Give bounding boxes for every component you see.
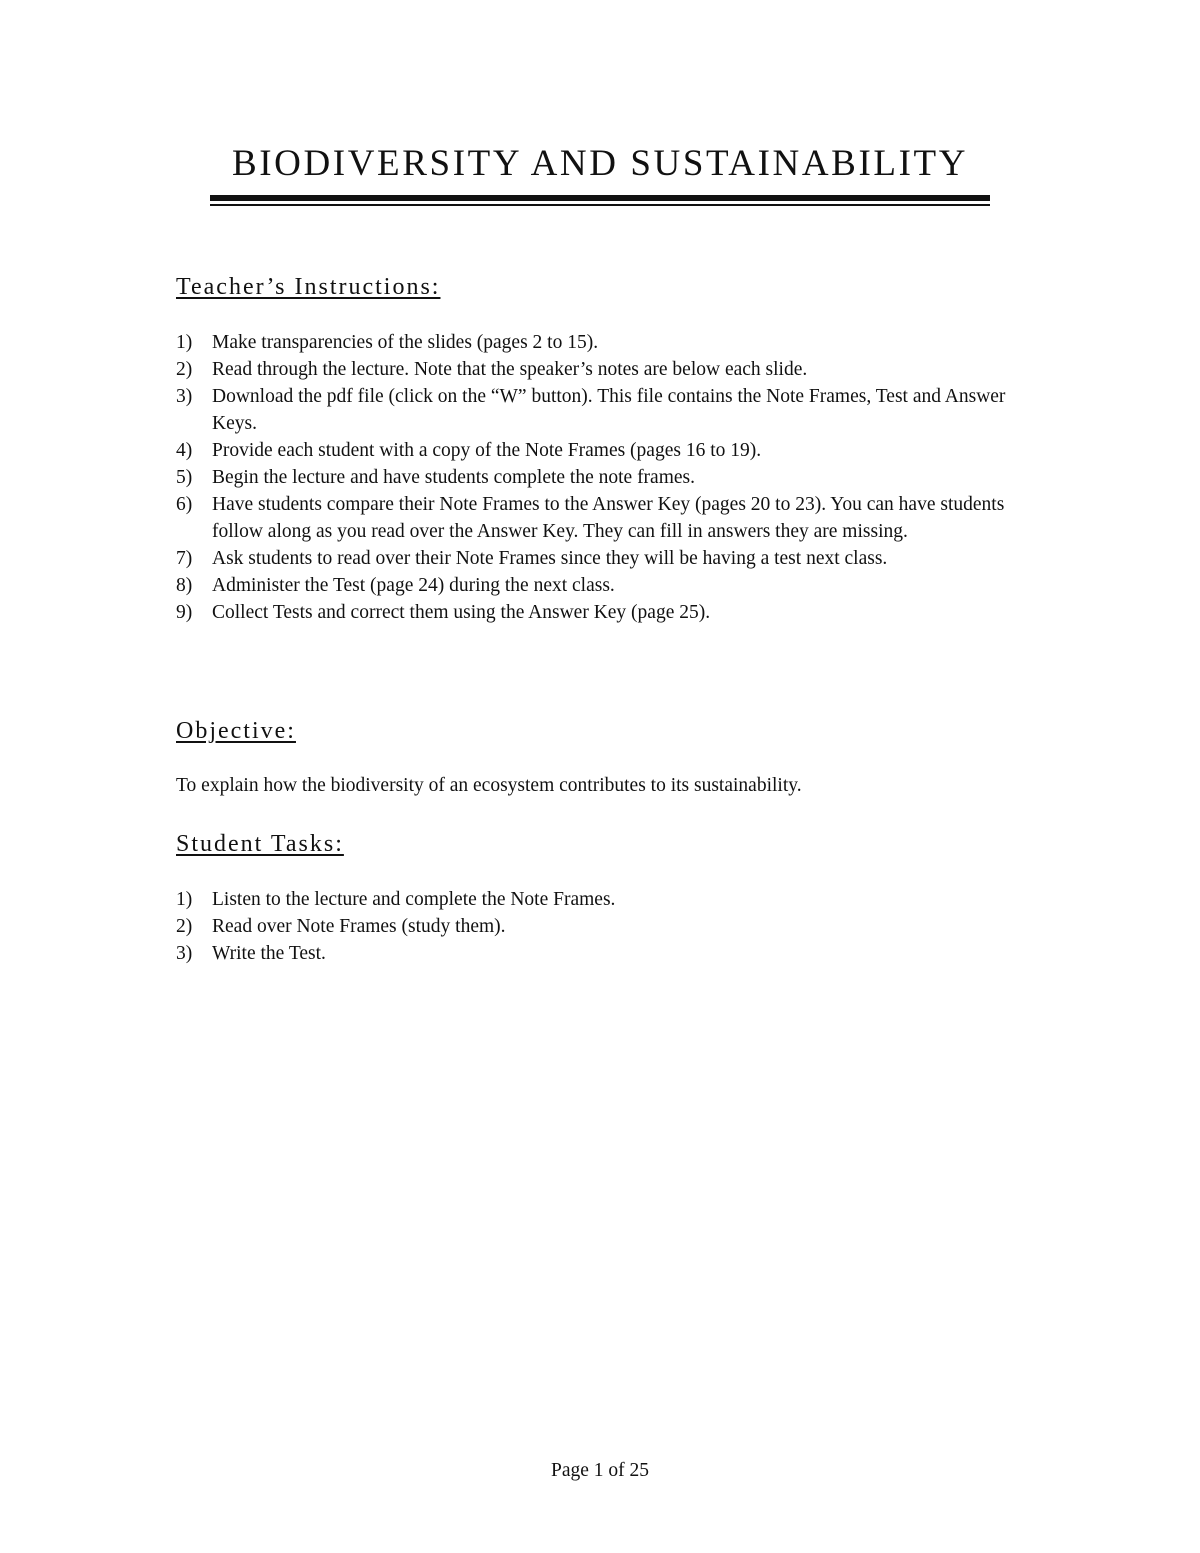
document-title: BIODIVERSITY AND SUSTAINABILITY (231, 143, 969, 184)
list-item-text: Write the Test. (212, 943, 326, 964)
teachers-instructions-list (176, 329, 1022, 626)
list-item-number: 2) (176, 359, 193, 380)
list-item (176, 545, 1022, 572)
list-item (176, 572, 1022, 599)
list-item-number: 3) (176, 386, 193, 407)
list-item (176, 940, 1022, 967)
list-item (176, 599, 1022, 626)
list-item (176, 886, 1022, 913)
teachers-instructions-heading: Teacher’s Instructions: (176, 274, 441, 300)
list-item-number: 7) (176, 548, 193, 569)
list-item (176, 464, 1022, 491)
title-rule-thick (210, 195, 990, 201)
list-item-text: Ask students to read over their Note Frames since they will be having a test next class. (212, 548, 888, 569)
list-item-number: 4) (176, 440, 193, 461)
list-item (176, 913, 1022, 940)
list-item-number: 1) (176, 332, 193, 353)
list-item-text: Read through the lecture. Note that the speaker’s notes are below each slide. (212, 359, 808, 380)
list-item-text: Make transparencies of the slides (pages 2 to 15). (212, 332, 599, 353)
list-item-text: Begin the lecture and have students complete the note frames. (212, 467, 695, 488)
student-tasks-heading: Student Tasks: (176, 831, 344, 857)
list-item-number: 5) (176, 467, 193, 488)
list-item (176, 383, 1022, 437)
list-item-text: Download the pdf file (click on the “W” button). This file contains the Note Frames, Test and Answer Keys. (212, 386, 1006, 434)
list-item-number: 6) (176, 494, 193, 515)
title-double-rule (210, 195, 990, 207)
objective-heading: Objective: (176, 718, 296, 744)
list-item-number: 9) (176, 602, 193, 623)
list-item (176, 356, 1022, 383)
list-item-number: 1) (176, 889, 193, 910)
list-item-text: Administer the Test (page 24) during the next class. (212, 575, 615, 596)
list-item-number: 3) (176, 943, 193, 964)
list-item (176, 329, 1022, 356)
list-item-text: Provide each student with a copy of the Note Frames (pages 16 to 19). (212, 440, 762, 461)
list-item-text: Read over Note Frames (study them). (212, 916, 506, 937)
list-item (176, 491, 1022, 545)
list-item-number: 8) (176, 575, 193, 596)
list-item-number: 2) (176, 916, 193, 937)
title-rule-thin (210, 204, 990, 206)
list-item-text: Have students compare their Note Frames to the Answer Key (pages 20 to 23). You can have students follow along as you read over the Answer Key. They can fill in answers they are missing. (212, 494, 1005, 542)
page-number-footer: Page 1 of 25 (550, 1460, 650, 1481)
list-item-text: Listen to the lecture and complete the Note Frames. (212, 889, 616, 910)
objective-text: To explain how the biodiversity of an ecosystem contributes to its sustainability. (176, 775, 802, 796)
list-item-text: Collect Tests and correct them using the Answer Key (page 25). (212, 602, 711, 623)
student-tasks-list (176, 886, 1022, 967)
list-item (176, 437, 1022, 464)
